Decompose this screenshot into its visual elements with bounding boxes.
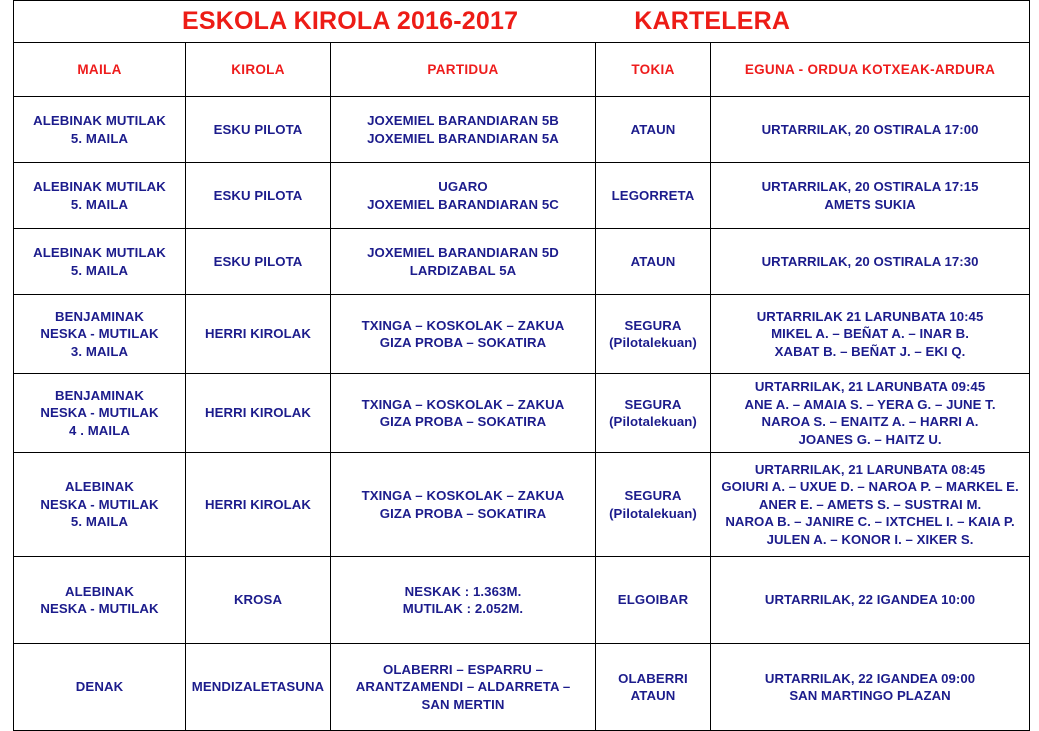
cell-line: JOXEMIEL BARANDIARAN 5B bbox=[367, 113, 559, 128]
cell-line: LARDIZABAL 5A bbox=[409, 262, 517, 278]
cell-line: JOXEMIEL BARANDIARAN 5D bbox=[367, 245, 559, 260]
cell-eguna bbox=[711, 97, 1030, 163]
cell-maila bbox=[14, 374, 186, 453]
cell-line: ESKU PILOTA bbox=[213, 253, 303, 269]
cell-eguna bbox=[711, 229, 1030, 295]
cell-line: ATAUN bbox=[630, 121, 676, 137]
cell-partidua bbox=[331, 97, 596, 163]
cell-line: URTARRILAK, 20 OSTIRALA 17:00 bbox=[761, 121, 979, 137]
cell-line: NESKA - MUTILAK bbox=[40, 601, 159, 616]
cell-kirola bbox=[186, 557, 331, 644]
schedule-table bbox=[13, 0, 1030, 731]
column-header-eguna bbox=[711, 43, 1030, 97]
cell-line: NESKA - MUTILAK bbox=[40, 496, 159, 512]
cell-line: HERRI KIROLAK bbox=[204, 496, 312, 512]
cell-kirola bbox=[186, 295, 331, 374]
cell-line: XABAT B. – BEÑAT J. – EKI Q. bbox=[774, 343, 966, 359]
table-row bbox=[14, 229, 1030, 295]
cell-line: NESKA - MUTILAK bbox=[40, 405, 159, 421]
cell-partidua bbox=[331, 557, 596, 644]
column-header-tokia: TOKIA bbox=[596, 43, 711, 97]
cell-line: AMETS SUKIA bbox=[824, 196, 916, 212]
cell-line: JOXEMIEL BARANDIARAN 5A bbox=[367, 130, 559, 146]
cell-line: NAROA S. – ENAITZ A. – HARRI A. bbox=[761, 414, 979, 429]
cell-maila bbox=[14, 644, 186, 731]
cell-tokia bbox=[596, 374, 711, 453]
cell-tokia bbox=[596, 295, 711, 374]
cell-line: ESKU PILOTA bbox=[213, 121, 303, 137]
cell-line: ALEBINAK MUTILAK bbox=[33, 245, 166, 260]
cell-line: URTARRILAK, 21 LARUNBATA 09:45 bbox=[754, 379, 986, 394]
cell-line: TXINGA – KOSKOLAK – ZAKUA bbox=[361, 488, 565, 503]
cell-line: JOANES G. – HAITZ U. bbox=[798, 431, 942, 447]
cell-line: DENAK bbox=[75, 679, 124, 695]
cell-tokia bbox=[596, 97, 711, 163]
cell-kirola bbox=[186, 644, 331, 731]
cell-line: HERRI KIROLAK bbox=[204, 326, 312, 342]
cell-line: GIZA PROBA – SOKATIRA bbox=[379, 414, 547, 429]
cell-line: ALEBINAK MUTILAK bbox=[33, 113, 166, 128]
cell-line: TXINGA – KOSKOLAK – ZAKUA bbox=[361, 317, 565, 333]
table-row bbox=[14, 557, 1030, 644]
cell-tokia bbox=[596, 453, 711, 557]
cell-maila bbox=[14, 163, 186, 229]
cell-line: 5. MAILA bbox=[70, 196, 129, 212]
cell-line: NESKAK : 1.363M. bbox=[404, 583, 522, 599]
cell-line: (Pilotalekuan) bbox=[609, 505, 697, 521]
cell-line: ELGOIBAR bbox=[617, 592, 689, 608]
cell-line: ANER E. – AMETS S. – SUSTRAI M. bbox=[758, 496, 982, 512]
cell-line: UGARO bbox=[438, 179, 488, 194]
cell-line: MENDIZALETASUNA bbox=[191, 679, 325, 695]
schedule-table-container bbox=[13, 0, 1029, 731]
cell-eguna bbox=[711, 295, 1030, 374]
cell-line: URTARRILAK 21 LARUNBATA 10:45 bbox=[756, 308, 984, 324]
cell-line: GOIURI A. – UXUE D. – NAROA P. – MARKEL E. bbox=[721, 479, 1019, 495]
column-header-eguna-line2: KOTXEAK-ARDURA bbox=[862, 62, 996, 77]
cell-tokia bbox=[596, 229, 711, 295]
cell-line: ALEBINAK bbox=[65, 479, 134, 495]
cell-tokia bbox=[596, 644, 711, 731]
cell-line: URTARRILAK, 21 LARUNBATA 08:45 bbox=[754, 461, 986, 477]
cell-kirola bbox=[186, 453, 331, 557]
table-row bbox=[14, 97, 1030, 163]
cell-line: URTARRILAK, 22 IGANDEA 10:00 bbox=[764, 592, 976, 608]
table-row bbox=[14, 374, 1030, 453]
cell-line: NAROA B. – JANIRE C. – IXTCHEL I. – KAIA P. bbox=[725, 514, 1015, 530]
cell-line: LEGORRETA bbox=[611, 187, 695, 203]
poster-title-sub: KARTELERA bbox=[634, 7, 791, 35]
cell-line: SEGURA bbox=[624, 396, 682, 412]
cell-eguna bbox=[711, 453, 1030, 557]
cell-line: ATAUN bbox=[630, 688, 676, 703]
cell-line: ALEBINAK bbox=[65, 583, 134, 599]
column-header-eguna-line1: EGUNA - ORDUA bbox=[744, 62, 858, 77]
cell-kirola bbox=[186, 374, 331, 453]
cell-line: KROSA bbox=[233, 592, 283, 608]
cell-line: HERRI KIROLAK bbox=[204, 405, 312, 421]
cell-line: SEGURA bbox=[624, 488, 682, 503]
title-row bbox=[14, 1, 1030, 43]
cell-line: OLABERRI bbox=[618, 670, 688, 686]
cell-maila bbox=[14, 557, 186, 644]
cell-line: NESKA - MUTILAK bbox=[40, 326, 159, 342]
cell-kirola bbox=[186, 163, 331, 229]
cell-eguna bbox=[711, 557, 1030, 644]
cell-line: SAN MARTINGO PLAZAN bbox=[789, 688, 951, 703]
cell-partidua bbox=[331, 229, 596, 295]
cell-line: MIKEL A. – BEÑAT A. – INAR B. bbox=[771, 326, 969, 342]
table-row bbox=[14, 163, 1030, 229]
cell-line: ARANTZAMENDI – ALDARRETA – bbox=[355, 679, 571, 695]
cell-line: 4 . MAILA bbox=[69, 422, 130, 438]
cell-line: JOXEMIEL BARANDIARAN 5C bbox=[367, 196, 559, 212]
title-cell bbox=[14, 1, 1030, 43]
cell-partidua bbox=[331, 453, 596, 557]
table-row bbox=[14, 644, 1030, 731]
table-header-row bbox=[14, 43, 1030, 97]
cell-partidua bbox=[331, 163, 596, 229]
column-header-maila: MAILA bbox=[14, 43, 186, 97]
cell-line: OLABERRI – ESPARRU – bbox=[382, 661, 544, 677]
table-body bbox=[14, 97, 1030, 731]
cell-tokia bbox=[596, 163, 711, 229]
cell-line: MUTILAK : 2.052M. bbox=[402, 601, 524, 616]
column-header-kirola: KIROLA bbox=[186, 43, 331, 97]
cell-maila bbox=[14, 229, 186, 295]
cell-kirola bbox=[186, 97, 331, 163]
cell-line: SEGURA bbox=[624, 317, 682, 333]
cell-line: BENJAMINAK bbox=[55, 308, 144, 324]
cell-line: 3. MAILA bbox=[70, 343, 129, 359]
cell-line: BENJAMINAK bbox=[55, 387, 144, 403]
cell-line: ALEBINAK MUTILAK bbox=[33, 179, 166, 194]
cell-line: ATAUN bbox=[630, 253, 676, 269]
title-inner bbox=[14, 1, 1029, 42]
cell-line: GIZA PROBA – SOKATIRA bbox=[379, 335, 547, 350]
cell-line: URTARRILAK, 22 IGANDEA 09:00 bbox=[764, 670, 976, 686]
cell-line: (Pilotalekuan) bbox=[609, 335, 697, 350]
cell-line: GIZA PROBA – SOKATIRA bbox=[379, 505, 547, 521]
cell-maila bbox=[14, 453, 186, 557]
cell-partidua bbox=[331, 644, 596, 731]
cell-eguna bbox=[711, 163, 1030, 229]
cell-line: URTARRILAK, 20 OSTIRALA 17:15 bbox=[761, 179, 979, 194]
table-row bbox=[14, 295, 1030, 374]
cell-maila bbox=[14, 97, 186, 163]
cell-line: URTARRILAK, 20 OSTIRALA 17:30 bbox=[761, 253, 979, 269]
cell-line: ESKU PILOTA bbox=[213, 187, 303, 203]
cell-line: SAN MERTIN bbox=[421, 696, 505, 712]
cell-line: 5. MAILA bbox=[70, 130, 129, 146]
cell-line: 5. MAILA bbox=[70, 514, 129, 530]
cell-line: 5. MAILA bbox=[70, 262, 129, 278]
cell-kirola bbox=[186, 229, 331, 295]
cell-partidua bbox=[331, 374, 596, 453]
cell-eguna bbox=[711, 644, 1030, 731]
cell-eguna bbox=[711, 374, 1030, 453]
poster-title-main: ESKOLA KIROLA 2016-2017 bbox=[182, 7, 519, 35]
cell-tokia bbox=[596, 557, 711, 644]
cell-maila bbox=[14, 295, 186, 374]
cell-partidua bbox=[331, 295, 596, 374]
cell-line: TXINGA – KOSKOLAK – ZAKUA bbox=[361, 396, 565, 412]
table-row bbox=[14, 453, 1030, 557]
cell-line: JULEN A. – KONOR I. – XIKER S. bbox=[766, 531, 974, 547]
column-header-partidua: PARTIDUA bbox=[331, 43, 596, 97]
cell-line: (Pilotalekuan) bbox=[609, 414, 697, 429]
cell-line: ANE A. – AMAIA S. – YERA G. – JUNE T. bbox=[744, 396, 996, 412]
